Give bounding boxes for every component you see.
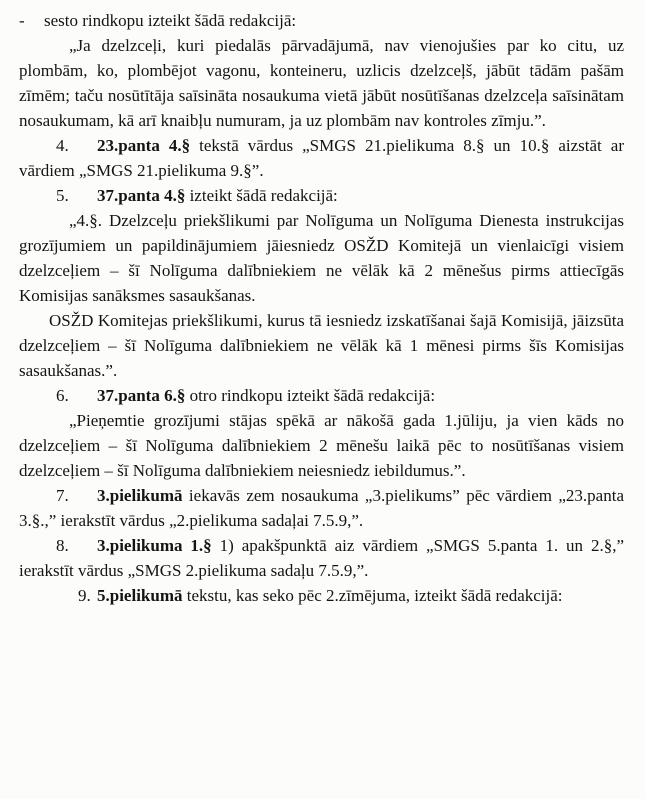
item-7-bold-lead: 3.pielikumā [97,486,183,505]
item-6-text: otro rindkopu izteikt šādā redakcijā: [185,386,436,405]
item-5-bold-lead: 37.panta 4.§ [97,186,186,205]
item-7-text: iekavās zem nosaukuma „3.pielikums” pēc vārdiem „23.panta 3.§.,” ierakstīt vārdus „2.pielikuma sadaļai 7.5.9,”. [19,486,624,530]
item-5-text: izteikt šādā redakcijā: [185,186,338,205]
quoted-paragraph-seals: „Ja dzelzceļi, kuri piedalās pārvadājumā, nav vienojušies par ko citu, uz plombām, ko, plombējot vagonu, konteineru, uzlicis dzelzceļš, jābūt tādām pašām zīmēm; taču nosūtītāja saīsināta nosaukuma vietā jābūt nosūtīšanas dzelzceļa saīsinātam nosaukumam, kā arī knaibļu numuram, ja uz plombām nav kontroles zīmju.”. [19,36,624,130]
numbered-item-5 [19,183,624,208]
item-7-number: 7. [56,486,69,505]
numbered-item-8 [19,533,624,583]
quoted-paragraph-37-4-part2: OSŽD Komitejas priekšlikumi, kurus tā iesniedz izskatīšanai šajā Komisijā, jāizsūta dzelzceļiem – šī Nolīguma dalībniekiem ne vēlāk kā 1 mēnesi pirms šīs Komisijas sasaukšanas.”. [19,311,624,380]
dash-marker: - [19,11,25,30]
intro-dash-item [19,8,624,33]
item-9-number: 9. [78,586,91,605]
item-6-bold-lead: 37.panta 6.§ [97,386,186,405]
numbered-item-9 [19,583,624,608]
item-4-bold-lead: 23.panta 4.§ [97,136,191,155]
item-6-number: 6. [56,386,69,405]
item-5-number: 5. [56,186,69,205]
intro-dash-text: sesto rindkopu izteikt šādā redakcijā: [44,11,297,30]
item-8-text: 1) apakšpunktā aiz vārdiem „SMGS 5.panta 1. un 2.§,” ierakstīt vārdus „SMGS 2.pielikuma sadaļu 7.5.9,”. [19,536,624,580]
item-8-number: 8. [56,536,69,555]
item-4-number: 4. [56,136,69,155]
numbered-item-7 [19,483,624,533]
numbered-item-6 [19,383,624,408]
item-8-bold-lead: 3.pielikuma 1.§ [97,536,212,555]
item-4-text: tekstā vārdus „SMGS 21.pielikuma 8.§ un 10.§ aizstāt ar vārdiem „SMGS 21.pielikuma 9.§”. [19,136,624,180]
quoted-paragraph-37-6: „Pieņemtie grozījumi stājas spēkā ar nākošā gada 1.jūliju, ja vien kāds no dzelzceļiem – šī Nolīguma dalībniekiem 2 mēnešu laikā pēc to nosūtīšanas visiem dzelzceļiem – šī Nolīguma dalībniekiem neiesniedz iebildumus.”. [19,411,624,480]
item-9-text: tekstu, kas seko pēc 2.zīmējuma, izteikt šādā redakcijā: [182,586,563,605]
item-9-bold-lead: 5.pielikumā [97,586,183,605]
numbered-item-4 [19,133,624,183]
quoted-paragraph-37-4-part1: „4.§. Dzelzceļu priekšlikumi par Nolīguma un Nolīguma Dienesta instrukcijas grozījumiem un papildinājumiem jāiesniedz OSŽD Komitejā un vienlaicīgi visiem dzelzceļiem – šī Nolīguma dalībniekiem ne vēlāk kā 2 mēnešus pirms attiecīgās Komisijas sanāksmes sasaukšanas. [19,211,624,305]
